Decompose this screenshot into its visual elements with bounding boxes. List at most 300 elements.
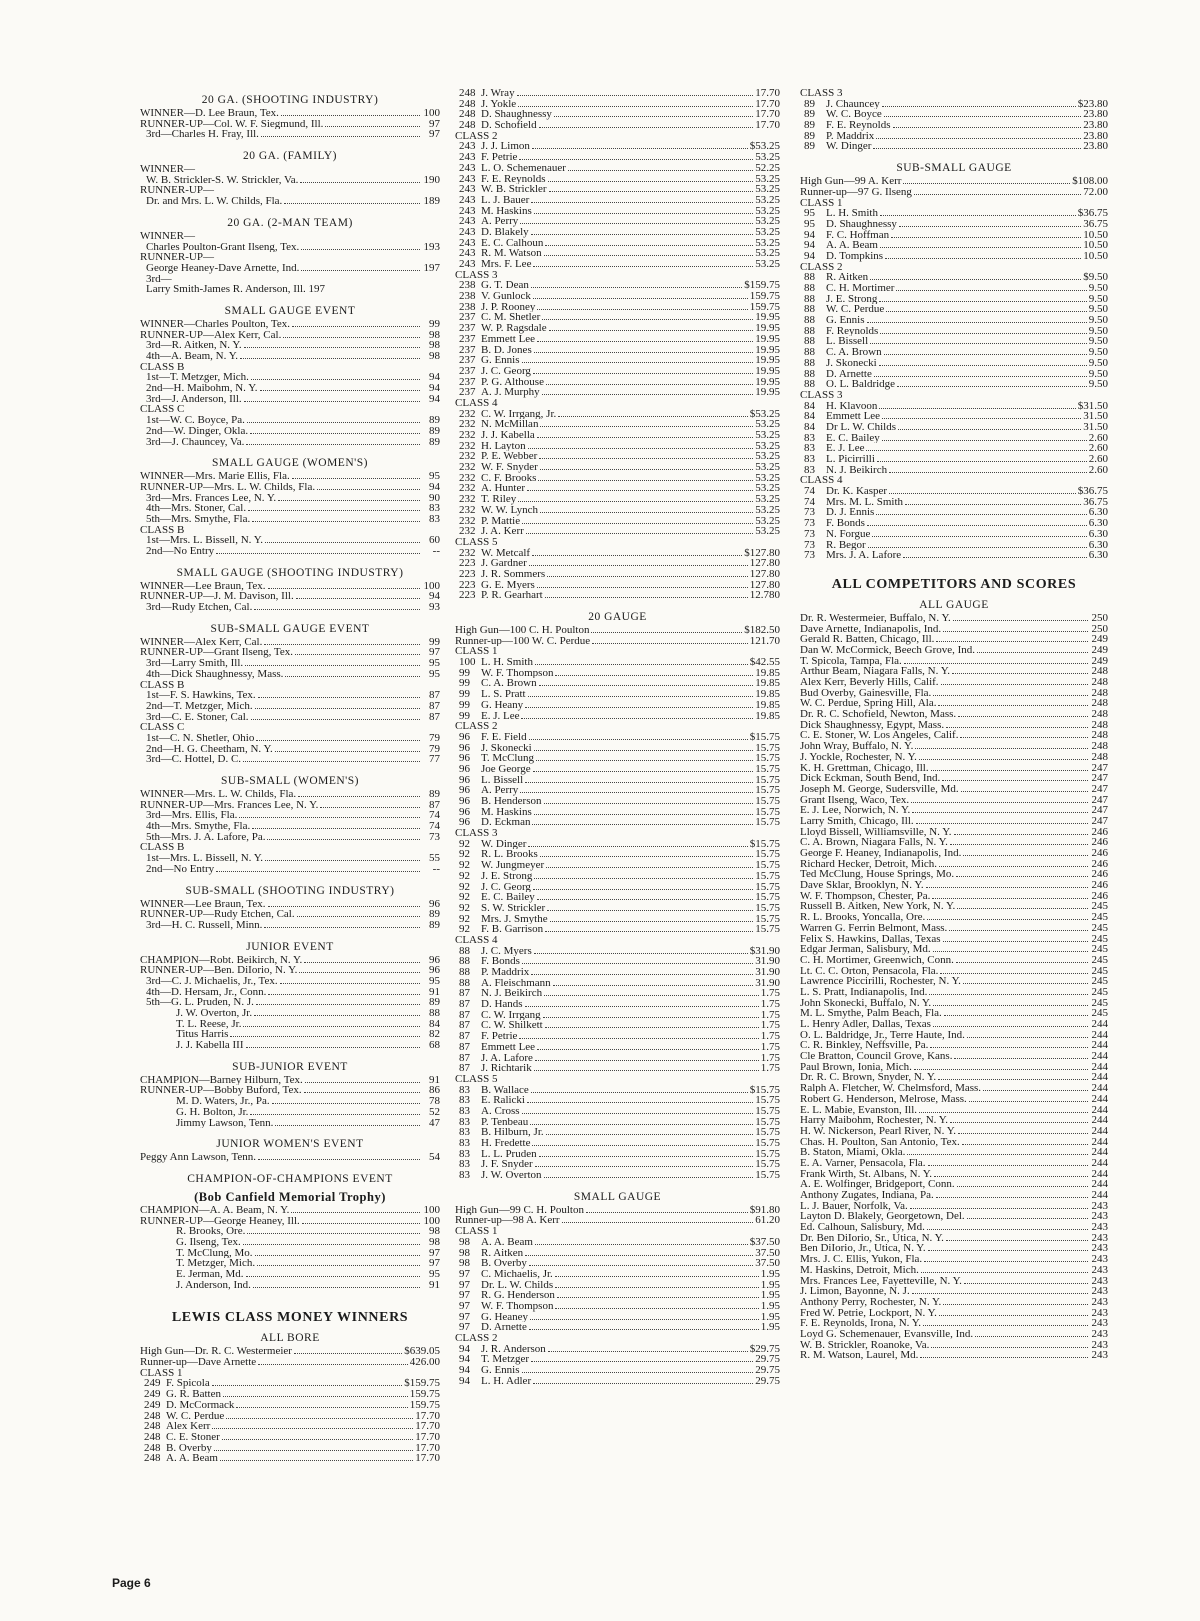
section-small-gauge-shooting-industry <box>140 567 440 613</box>
score-cell: 92 <box>459 838 470 850</box>
leader-dots <box>304 962 420 963</box>
result-row <box>455 120 780 131</box>
leader-dots <box>540 426 753 427</box>
leader-dots <box>876 138 1081 139</box>
entry-line <box>800 1190 1108 1201</box>
entry-line <box>140 602 440 613</box>
leader-dots <box>537 587 748 588</box>
score-cell: 94 <box>459 1365 470 1376</box>
leader-dots <box>529 1329 759 1330</box>
amount-cell: 12.780 <box>749 590 780 601</box>
score-cell: 83 <box>429 503 440 514</box>
entry-label: C. H. Mortimer, Greenwich, Conn. <box>800 954 954 966</box>
entry-line <box>140 185 440 196</box>
section-gauge20 <box>455 611 780 1181</box>
score-cell: 245 <box>1091 976 1108 987</box>
entry-line <box>140 1040 440 1051</box>
amount-cell: 53.25 <box>755 483 780 495</box>
leader-dots <box>867 322 1087 323</box>
score-cell: 92 <box>459 902 470 914</box>
entry-line <box>800 1019 1108 1030</box>
entry-label: George Heaney-Dave Arnette, Ind. <box>146 262 300 274</box>
amount-cell: 17.70 <box>415 1410 440 1422</box>
result-row <box>800 230 1108 241</box>
amount-cell: 1.95 <box>760 1322 780 1333</box>
score-cell: 83 <box>459 1105 470 1117</box>
score-cell: 243 <box>459 162 476 174</box>
score-cell: 96 <box>429 965 440 976</box>
name-cell: L. Picirrilli <box>826 454 875 465</box>
name-cell: F. Bonds <box>481 956 520 967</box>
amount-cell: 159.75 <box>749 301 780 313</box>
name-cell: W. F. Snyder <box>481 462 538 473</box>
leader-dots <box>236 1407 407 1408</box>
leader-dots <box>932 898 1088 899</box>
name-cell: A. Perry <box>481 785 519 796</box>
leader-dots <box>522 362 754 363</box>
score-cell: 88 <box>459 977 470 989</box>
result-row <box>455 280 780 291</box>
amount-cell: 2.60 <box>1088 443 1108 454</box>
amount-cell: 17.70 <box>415 1453 440 1464</box>
amount-cell: 53.25 <box>755 152 780 163</box>
score-cell: 232 <box>459 440 476 452</box>
score-cell: 249 <box>144 1378 161 1390</box>
leader-dots <box>244 347 420 348</box>
leader-dots <box>547 910 753 911</box>
entry-label: Grant Ilseng, Waco, Tex. <box>800 794 910 806</box>
section-ga20-2man <box>140 217 440 295</box>
entry-label: H. W. Nickerson, Pearl River, N. Y. <box>800 1125 956 1137</box>
leader-dots <box>292 326 420 327</box>
leader-dots <box>265 542 420 543</box>
leader-dots <box>252 828 420 829</box>
score-cell: 248 <box>459 120 476 131</box>
result-row <box>800 540 1108 551</box>
score-cell: 88 <box>804 293 815 305</box>
score-cell: 244 <box>1091 1051 1108 1062</box>
result-row <box>455 99 780 110</box>
entry-label: 3rd—C. E. Stoner, Cal. <box>146 711 249 723</box>
result-row <box>455 1020 780 1031</box>
leader-dots <box>243 761 420 762</box>
entry-line <box>800 645 1108 656</box>
name-cell: B. Hilburn, Jr. <box>481 1127 544 1138</box>
name-cell: D. Schofield <box>481 120 537 131</box>
leader-dots <box>325 126 420 127</box>
result-row <box>455 548 780 559</box>
entry-line <box>800 859 1108 870</box>
entry-label: Dr. Ben DiIorio, Sr., Utica, N. Y. <box>800 1232 944 1244</box>
section-sub-small-gauge-event <box>140 623 440 765</box>
entry-line <box>140 493 440 504</box>
entry-line <box>140 340 440 351</box>
leader-dots <box>933 1005 1088 1006</box>
score-cell: 47 <box>429 1117 440 1129</box>
amount-cell: 9.50 <box>1088 304 1108 316</box>
amount-cell: 53.25 <box>755 504 780 516</box>
name-cell: L. H. Adler <box>481 1375 532 1387</box>
amount-cell: 53.25 <box>755 216 780 227</box>
name-cell: R. G. Henderson <box>481 1290 555 1301</box>
entry-line <box>800 1350 1108 1361</box>
entry-label: Ed. Calhoun, Salisbury, Md. <box>800 1222 925 1233</box>
score-cell: 79 <box>429 732 440 744</box>
leader-dots <box>943 941 1089 942</box>
score-cell: 82 <box>429 1029 440 1041</box>
result-row <box>140 1400 440 1411</box>
entry-label: WINNER—Charles Poulton, Tex. <box>140 318 290 330</box>
amount-cell: 9.50 <box>1088 325 1108 337</box>
name-cell: E. Ralicki <box>481 1095 525 1106</box>
name-cell: P. Mattie <box>481 515 521 527</box>
leader-dots <box>547 576 748 577</box>
entry-label: John Wray, Buffalo, N. Y. <box>800 741 914 752</box>
score-cell: 99 <box>459 699 470 711</box>
entry-line <box>140 997 440 1008</box>
score-cell: 245 <box>1091 954 1108 966</box>
leader-dots <box>264 927 420 928</box>
name-cell: D. Tompkins <box>826 250 884 262</box>
score-cell: 92 <box>459 881 470 893</box>
entry-line <box>140 800 440 811</box>
name-cell: R. Aitken <box>826 272 869 283</box>
entry-line <box>800 677 1108 688</box>
score-cell: 232 <box>459 494 476 505</box>
amount-cell: 19.95 <box>755 387 780 398</box>
result-row <box>455 967 780 978</box>
name-cell: D. Hands <box>481 999 523 1010</box>
score-cell: 87 <box>429 711 440 723</box>
result-row <box>455 1053 780 1064</box>
leader-dots <box>255 708 420 709</box>
score-cell: 97 <box>429 129 440 141</box>
amount-cell: 1.95 <box>760 1300 780 1312</box>
name-cell: H. Fredette <box>481 1138 531 1149</box>
leader-dots <box>300 182 420 183</box>
entry-line <box>800 1147 1108 1158</box>
name-cell: Dr. L. W. Childs <box>481 1279 554 1291</box>
leader-dots <box>872 536 1086 537</box>
amount-cell: $37.50 <box>749 1236 780 1248</box>
score-cell: 190 <box>423 174 440 186</box>
entry-line <box>140 231 440 242</box>
entry-label: RUNNER-UP—Bobby Buford, Tex. <box>140 1085 302 1097</box>
entry-line <box>140 701 440 712</box>
name-cell: T. Riley <box>481 494 517 505</box>
name-cell: A. A. Beam <box>481 1236 533 1248</box>
amount-cell: 15.75 <box>755 924 780 935</box>
amount-cell: 1.95 <box>760 1290 780 1301</box>
result-row <box>455 184 780 195</box>
result-row <box>455 516 780 527</box>
leader-dots <box>239 817 420 818</box>
name-cell: C. M. Shetler <box>481 312 541 324</box>
score-cell: 243 <box>1091 1264 1108 1276</box>
result-row <box>800 99 1108 110</box>
section-ga20-shooting-industry <box>140 94 440 140</box>
score-cell: 89 <box>429 919 440 931</box>
entry-label: Dick Shaughnessy, Egypt, Mass. <box>800 719 945 731</box>
leader-dots <box>545 245 753 246</box>
entry-line <box>800 1158 1108 1169</box>
entry-line <box>800 730 1108 741</box>
score-cell: 88 <box>804 272 815 283</box>
result-row <box>455 1269 780 1280</box>
leader-dots <box>294 1353 402 1354</box>
name-cell: D. Arnette <box>826 368 872 380</box>
entry-label: 1st—F. S. Hawkins, Tex. <box>146 690 256 701</box>
entry-line <box>800 1222 1108 1233</box>
leader-dots <box>539 127 754 128</box>
score-cell: 248 <box>144 1410 161 1422</box>
score-cell: 237 <box>459 344 476 356</box>
name-cell: W. F. Thompson <box>481 1300 554 1312</box>
name-cell: L. S. Pratt <box>481 689 526 700</box>
leader-dots <box>533 771 754 772</box>
amount-cell: 53.25 <box>755 419 780 430</box>
score-cell: 87 <box>459 1063 470 1074</box>
name-cell: J. P. Rooney <box>481 301 536 313</box>
entry-label: 3rd—J. Chauncey, Va. <box>146 436 245 448</box>
score-cell: 244 <box>1091 1115 1108 1126</box>
leader-dots <box>522 1113 754 1114</box>
section-subtitle: ALL GAUGE <box>919 598 989 611</box>
leader-dots <box>555 1287 759 1288</box>
result-row <box>455 526 780 537</box>
name-cell: S. W. Strickler <box>481 902 546 914</box>
leader-dots <box>528 696 754 697</box>
result-row <box>455 914 780 925</box>
leader-dots <box>534 814 754 815</box>
entry-line <box>140 1280 440 1291</box>
entry-label: 3rd— <box>146 273 172 285</box>
score-cell: 87 <box>459 1031 470 1042</box>
score-cell: 232 <box>459 547 476 559</box>
entry-label: CLASS 3 <box>455 269 498 281</box>
leader-dots <box>544 803 754 804</box>
entry-label: WINNER—Alex Kerr, Cal. <box>140 636 263 648</box>
entry-label: M. Haskins, Detroit, Mich. <box>800 1264 919 1276</box>
result-row <box>455 1149 780 1160</box>
amount-cell: 1.75 <box>760 988 780 1000</box>
score-cell: 73 <box>804 528 815 540</box>
leader-dots <box>268 994 420 995</box>
result-row <box>455 163 780 174</box>
name-cell: Mrs. J. A. Lafore <box>826 550 902 561</box>
score-cell: 94 <box>459 1343 470 1355</box>
leader-dots <box>880 215 1076 216</box>
score-cell: -- <box>432 863 440 875</box>
score-cell: 237 <box>459 355 476 366</box>
leader-dots <box>251 719 420 720</box>
entry-line <box>140 789 440 800</box>
score-cell: 89 <box>429 425 440 437</box>
score-cell: 94 <box>429 372 440 384</box>
name-cell: H. Klavoon <box>826 400 878 412</box>
entry-line <box>140 821 440 832</box>
score-cell: 243 <box>1091 1339 1108 1351</box>
score-cell: 97 <box>459 1300 470 1312</box>
result-row <box>455 88 780 99</box>
result-row <box>455 1095 780 1106</box>
section-title: LEWIS CLASS MONEY WINNERS <box>171 1310 409 1326</box>
leader-dots <box>522 963 753 964</box>
score-cell: 88 <box>459 967 470 978</box>
section-all-bore-cont <box>455 88 780 601</box>
amount-cell: 37.50 <box>755 1258 780 1269</box>
entry-line <box>140 252 440 263</box>
name-cell: C. A. Brown <box>826 347 882 358</box>
score-cell: 94 <box>804 229 815 241</box>
leader-dots <box>545 597 748 598</box>
name-cell: F. Bonds <box>826 518 865 529</box>
score-cell: 243 <box>1091 1222 1108 1233</box>
name-cell: G. Heany <box>481 699 524 711</box>
score-cell: 78 <box>429 1096 440 1107</box>
leader-dots <box>529 1265 753 1266</box>
score-cell: 223 <box>459 558 476 569</box>
leader-dots <box>903 183 1070 184</box>
leader-dots <box>529 739 748 740</box>
score-cell: 79 <box>429 743 440 755</box>
entry-label: 2nd—W. Dinger, Okla. <box>146 425 249 437</box>
leader-dots <box>944 1015 1088 1016</box>
entry-label: 2nd—H. G. Cheetham, N. Y. <box>146 743 273 755</box>
entry-line <box>800 1040 1108 1051</box>
entry-line <box>140 383 440 394</box>
leader-dots <box>532 824 753 825</box>
name-cell: Dr. K. Kasper <box>826 486 888 497</box>
name-cell: D. J. Ennis <box>826 507 875 519</box>
score-cell: 92 <box>459 849 470 861</box>
amount-cell: 19.85 <box>755 710 780 722</box>
leader-dots <box>535 1244 748 1245</box>
amount-cell: 53.25 <box>755 205 780 217</box>
entry-line <box>140 1075 440 1086</box>
entry-line <box>140 175 440 186</box>
class-heading <box>455 270 780 281</box>
leader-dots <box>254 609 420 610</box>
section-ga20-family <box>140 150 440 207</box>
section-title: SUB-SMALL (WOMEN'S) <box>221 775 359 787</box>
leader-dots <box>267 839 420 840</box>
amount-cell: 15.75 <box>755 742 780 754</box>
amount-cell: 36.75 <box>1083 496 1108 508</box>
entry-line <box>800 816 1108 827</box>
result-row <box>455 505 780 516</box>
result-row <box>455 988 780 999</box>
leader-dots <box>537 437 753 438</box>
entry-line <box>800 891 1108 902</box>
section-sub-junior-event <box>140 1061 440 1128</box>
leader-dots <box>296 598 420 599</box>
entry-line <box>800 1254 1108 1265</box>
name-cell: A. A. Beam <box>826 240 878 251</box>
section-title: ALL COMPETITORS AND SCORES <box>831 576 1077 592</box>
score-cell: 244 <box>1091 1136 1108 1148</box>
result-row <box>455 1010 780 1021</box>
score-cell: $182.50 <box>744 625 780 636</box>
entry-line <box>140 987 440 998</box>
entry-line <box>140 196 440 207</box>
score-cell: 248 <box>1091 698 1108 710</box>
leader-dots <box>260 390 420 391</box>
name-cell: W. C. Perdue <box>826 304 885 316</box>
result-row <box>455 387 780 398</box>
leader-dots <box>240 358 420 359</box>
entry-label: WINNER— <box>140 164 195 175</box>
leader-dots <box>549 191 754 192</box>
score-cell: 246 <box>1091 858 1108 870</box>
leader-dots <box>555 675 753 676</box>
entry-label: CLASS 1 <box>800 197 843 209</box>
score-cell: 83 <box>459 1138 470 1149</box>
leader-dots <box>592 643 748 644</box>
name-cell: T. McClung <box>481 753 534 764</box>
score-cell: 94 <box>429 393 440 405</box>
amount-cell: 23.80 <box>1083 130 1108 142</box>
amount-cell: 15.75 <box>755 881 780 893</box>
amount-cell: 15.75 <box>755 1159 780 1171</box>
leader-dots <box>222 1439 413 1440</box>
result-row <box>455 291 780 302</box>
entry-line <box>140 1107 440 1118</box>
score-cell: 87 <box>459 1041 470 1053</box>
leader-dots <box>532 555 742 556</box>
amount-cell: 17.70 <box>755 98 780 110</box>
entry-label: Anthony Zugates, Indiana, Pa. <box>800 1190 934 1201</box>
entry-line <box>140 482 440 493</box>
leader-dots <box>278 500 420 501</box>
result-row <box>455 1031 780 1042</box>
entry-line <box>455 1205 780 1216</box>
name-cell: C. W. Shilkett <box>481 1020 543 1032</box>
score-cell: 237 <box>459 312 476 324</box>
amount-cell: $15.75 <box>749 1084 780 1096</box>
result-row <box>800 454 1108 465</box>
name-cell: D. Blakely <box>481 226 529 238</box>
score-cell: 249 <box>1091 655 1108 667</box>
amount-cell: $23.80 <box>1077 98 1108 110</box>
entry-line <box>800 624 1108 635</box>
score-cell: 83 <box>459 1159 470 1171</box>
leader-dots <box>931 770 1088 771</box>
section-lewis-class <box>140 1310 440 1464</box>
result-row <box>455 206 780 217</box>
leader-dots <box>870 343 1087 344</box>
result-row <box>455 323 780 334</box>
result-row <box>455 678 780 689</box>
section-sub-small-shooting-industry <box>140 885 440 931</box>
name-cell: L. L. Pruden <box>481 1148 537 1160</box>
result-row <box>455 1127 780 1138</box>
name-cell: D. McCormack <box>166 1399 235 1411</box>
leader-dots <box>534 878 753 879</box>
score-cell: 246 <box>1091 826 1108 838</box>
result-row <box>455 775 780 786</box>
entry-label: 3rd—Mrs. Ellis, Fla. <box>146 810 238 822</box>
entry-label: CLASS 3 <box>800 88 843 99</box>
entry-label: 2nd—No Entry <box>146 546 215 557</box>
leader-dots <box>526 533 753 534</box>
entry-label: C. E. Stoner, W. Los Angeles, Calif. <box>800 730 959 742</box>
entry-label: L. Henry Adler, Dallas, Texas <box>800 1019 931 1030</box>
entry-label: Runner-up—100 W. C. Perdue <box>455 635 591 647</box>
leader-dots <box>963 855 1088 856</box>
name-cell: R. M. Watson <box>481 248 542 259</box>
score-cell: 72.00 <box>1083 186 1108 198</box>
